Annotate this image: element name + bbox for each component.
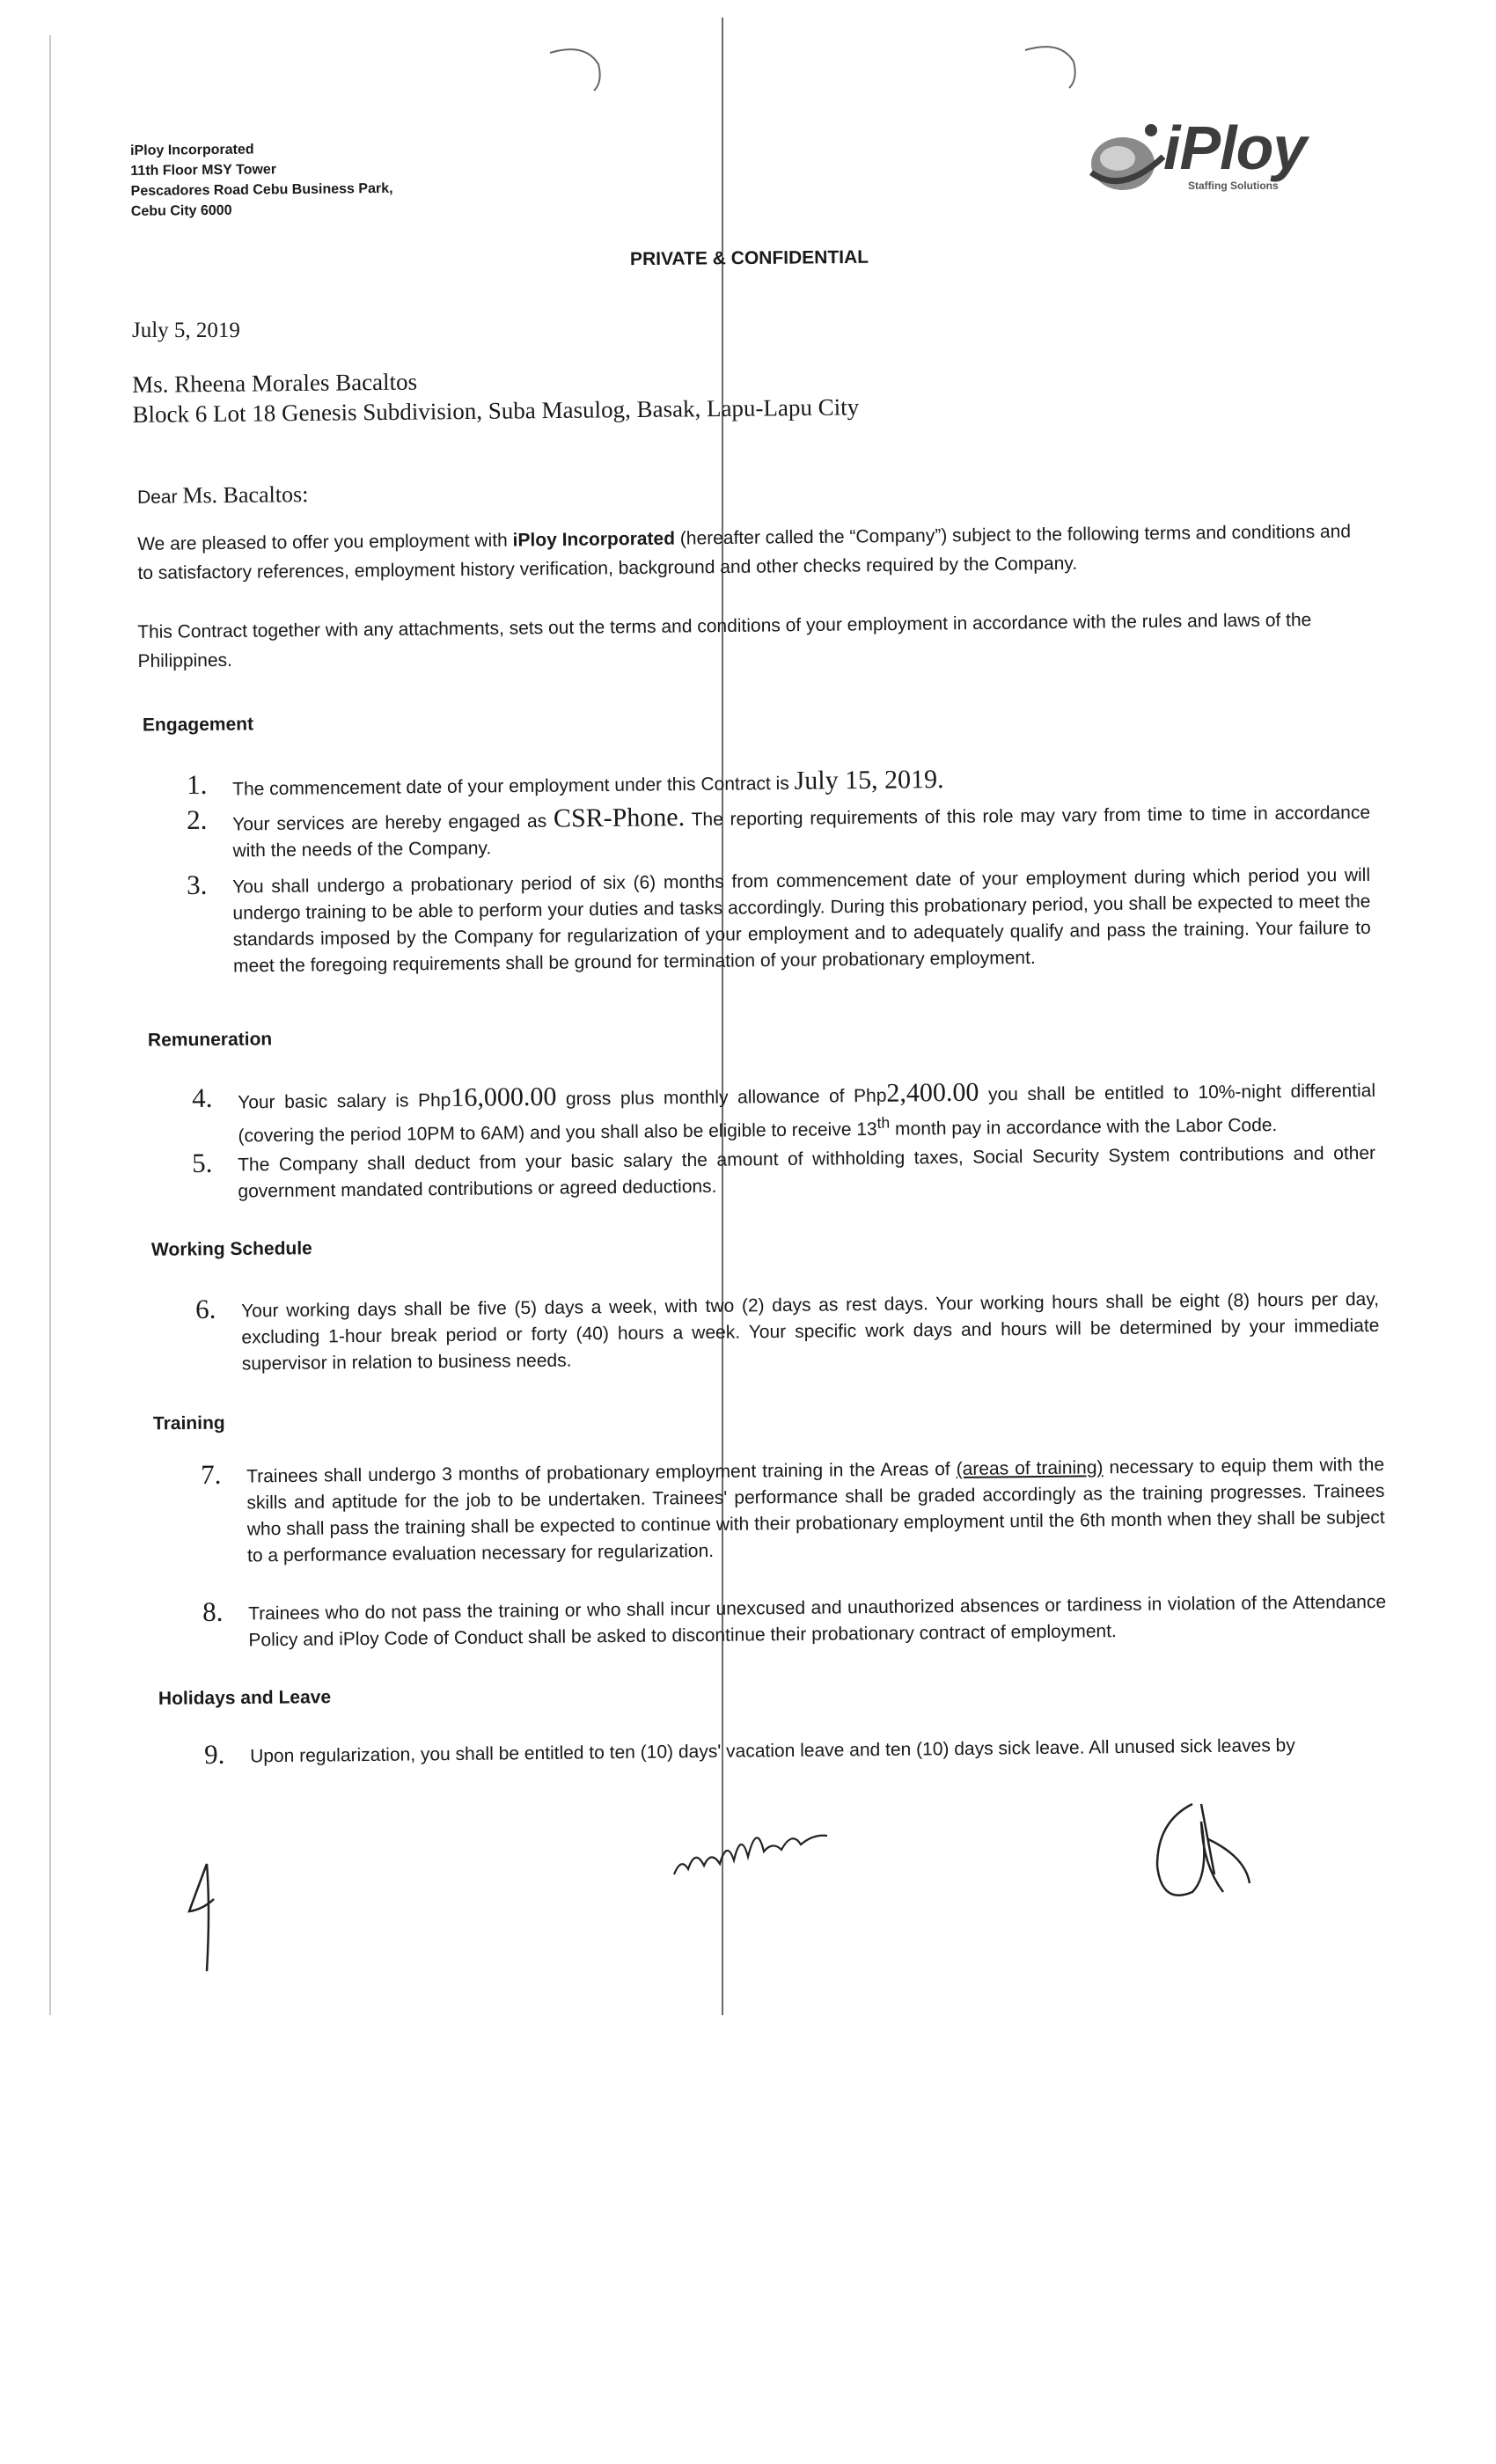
recipient-address: Block 6 Lot 18 Genesis Subdivision, Suba Masulog, Basak, Lapu-Lapu City (132, 393, 860, 428)
clause-item (192, 1075, 1376, 1150)
heading-remuneration: Remuneration (147, 1029, 273, 1051)
clause-number: 1. (186, 768, 208, 800)
allowance-currency: Php (853, 1085, 887, 1107)
letter-date: July 5, 2019 (132, 319, 240, 342)
salary-currency: Php (417, 1089, 451, 1111)
clause-text: necessary to equip them with the skills and aptitude for the job to be undertaken. Trainees' performance shall be graded accordingly as the training progresses. Trainees who shall pass the training shall be expected to continue with their probationary employment until the 6th month when they shall be subject to a performance evaluation necessary for regularization. (246, 1454, 1385, 1566)
recipient-name: Ms. Rheena Morales Bacaltos (132, 368, 418, 398)
confidential-marking: PRIVATE & CONFIDENTIAL (629, 246, 869, 270)
clause-item (195, 1287, 1380, 1378)
clause-item (187, 862, 1371, 980)
heading-holidays-leave: Holidays and Leave (158, 1687, 332, 1709)
company-logo (1082, 113, 1329, 209)
clause-item (187, 797, 1371, 865)
sender-address (130, 138, 393, 222)
heading-working-schedule: Working Schedule (150, 1238, 312, 1260)
fold-line (722, 18, 723, 2015)
clause-text: Your services are hereby engaged as (232, 810, 547, 835)
sender-company: iPloy Incorporated (130, 142, 254, 158)
intro-text: (hereafter called the “Company”) subject to the following terms and conditions and to satisfactory references, employment history verification, background and other checks required by the Company. (137, 521, 1352, 583)
clause-text: The reporting requirements of this role may vary from time to time in accordance with the needs of the Company. (232, 802, 1371, 862)
clause-item (201, 1452, 1385, 1570)
clause-item (204, 1732, 1388, 1771)
monthly-allowance: 2,400.00 (886, 1077, 979, 1108)
clause-item (202, 1589, 1387, 1654)
clause-text: month pay in accordance with the Labor Code. (894, 1115, 1278, 1140)
clause-number: 9. (203, 1738, 225, 1770)
sender-address-line: Pescadores Road Cebu Business Park, (130, 180, 393, 199)
clause-text: The Company shall deduct from your basic salary the amount of withholding taxes, Social Security System contributions and other government mandated contributions or agreed deductions. (238, 1142, 1376, 1202)
position-title: CSR-Phone. (553, 803, 686, 833)
clause-number: 7. (200, 1458, 222, 1490)
clause-text: You shall undergo a probationary period of six (6) months from commencement date of your employment during which period you will undergo training to be able to perform your duties and tasks accordingly. During this probationary period, you shall be expected to meet the standards imposed by the Company for regularization of your employment and to adequately qualify and pass the training. Your failure to meet the foregoing requirements shall be ground for termination of your probationary employment. (232, 864, 1371, 977)
salutation-prefix: Dear (136, 487, 178, 508)
clause-number: 4. (191, 1082, 213, 1113)
globe-icon (1082, 121, 1170, 201)
clause-text: Upon regularization, you shall be entitled to ten (10) days' vacation leave and ten (10) days sick leave. All unused sick leaves by (250, 1735, 1295, 1767)
training-areas-placeholder: (areas of training) (956, 1457, 1104, 1480)
ordinal-suffix: th (876, 1113, 891, 1132)
salutation (137, 481, 309, 510)
clause-text: gross plus monthly allowance of (565, 1086, 845, 1110)
clause-number: 6. (194, 1293, 216, 1324)
clause-text: The commencement date of your employment under this Contract is (232, 773, 789, 800)
clause-text: you shall be entitled to 10%-night differential (covering the period 10PM to 6AM) and you shall also be eligible to receive 13 (238, 1080, 1376, 1147)
heading-training: Training (152, 1412, 225, 1434)
clause-text: Your basic salary is (238, 1090, 409, 1113)
clause-text: Your working days shall be five (5) days a week, with two (2) days as rest days. Your working hours shall be eight (8) hours per day, excluding 1-hour break period or forty (40) hours a week. Your specific work days and hours will be determined by your immediate supervisor in relation to business needs. (241, 1288, 1380, 1375)
clause-number: 3. (186, 869, 208, 900)
intro-text: We are pleased to offer you employment with (137, 530, 508, 554)
clause-item (192, 1140, 1376, 1206)
commencement-date: July 15, 2019. (794, 764, 944, 796)
clause-number: 5. (191, 1147, 213, 1178)
signature-middle (669, 1795, 836, 1892)
clause-number: 2. (186, 803, 208, 835)
heading-engagement: Engagement (142, 714, 254, 736)
contract-paragraph: This Contract together with any attachments, sets out the terms and conditions of your employment in accordance with the rules and laws of the Philippines. (137, 610, 1312, 671)
logo-tagline: Staffing Solutions (1188, 180, 1279, 192)
initial-signature-right (1140, 1786, 1272, 1918)
recipient-block (132, 362, 859, 429)
clause-number: 8. (202, 1595, 224, 1627)
clause-text: Trainees who do not pass the training or who shall incur unexcused and unauthorized absences or tardiness in violation of the Attendance Policy and iPloy Code of Conduct shall be asked to discontinue their probationary contract of employment. (248, 1591, 1387, 1651)
clause-item (187, 762, 1370, 803)
scan-edge-line (49, 35, 51, 2015)
scan-mark-right (1021, 40, 1082, 92)
intro-paragraph (137, 517, 1361, 588)
sender-address-line: 11th Floor MSY Tower (130, 162, 277, 179)
initial-signature-left (180, 1857, 233, 1980)
logo-wordmark: iPloy (1163, 114, 1307, 182)
basic-salary: 16,000.00 (451, 1082, 557, 1112)
intro-company: iPloy Incorporated (512, 528, 676, 551)
clause-text: Trainees shall undergo 3 months of probationary employment training in the Areas of (246, 1459, 950, 1487)
salutation-name: Ms. Bacaltos: (182, 481, 309, 509)
sender-address-line: Cebu City 6000 (130, 202, 232, 219)
scan-mark-left (546, 42, 607, 95)
